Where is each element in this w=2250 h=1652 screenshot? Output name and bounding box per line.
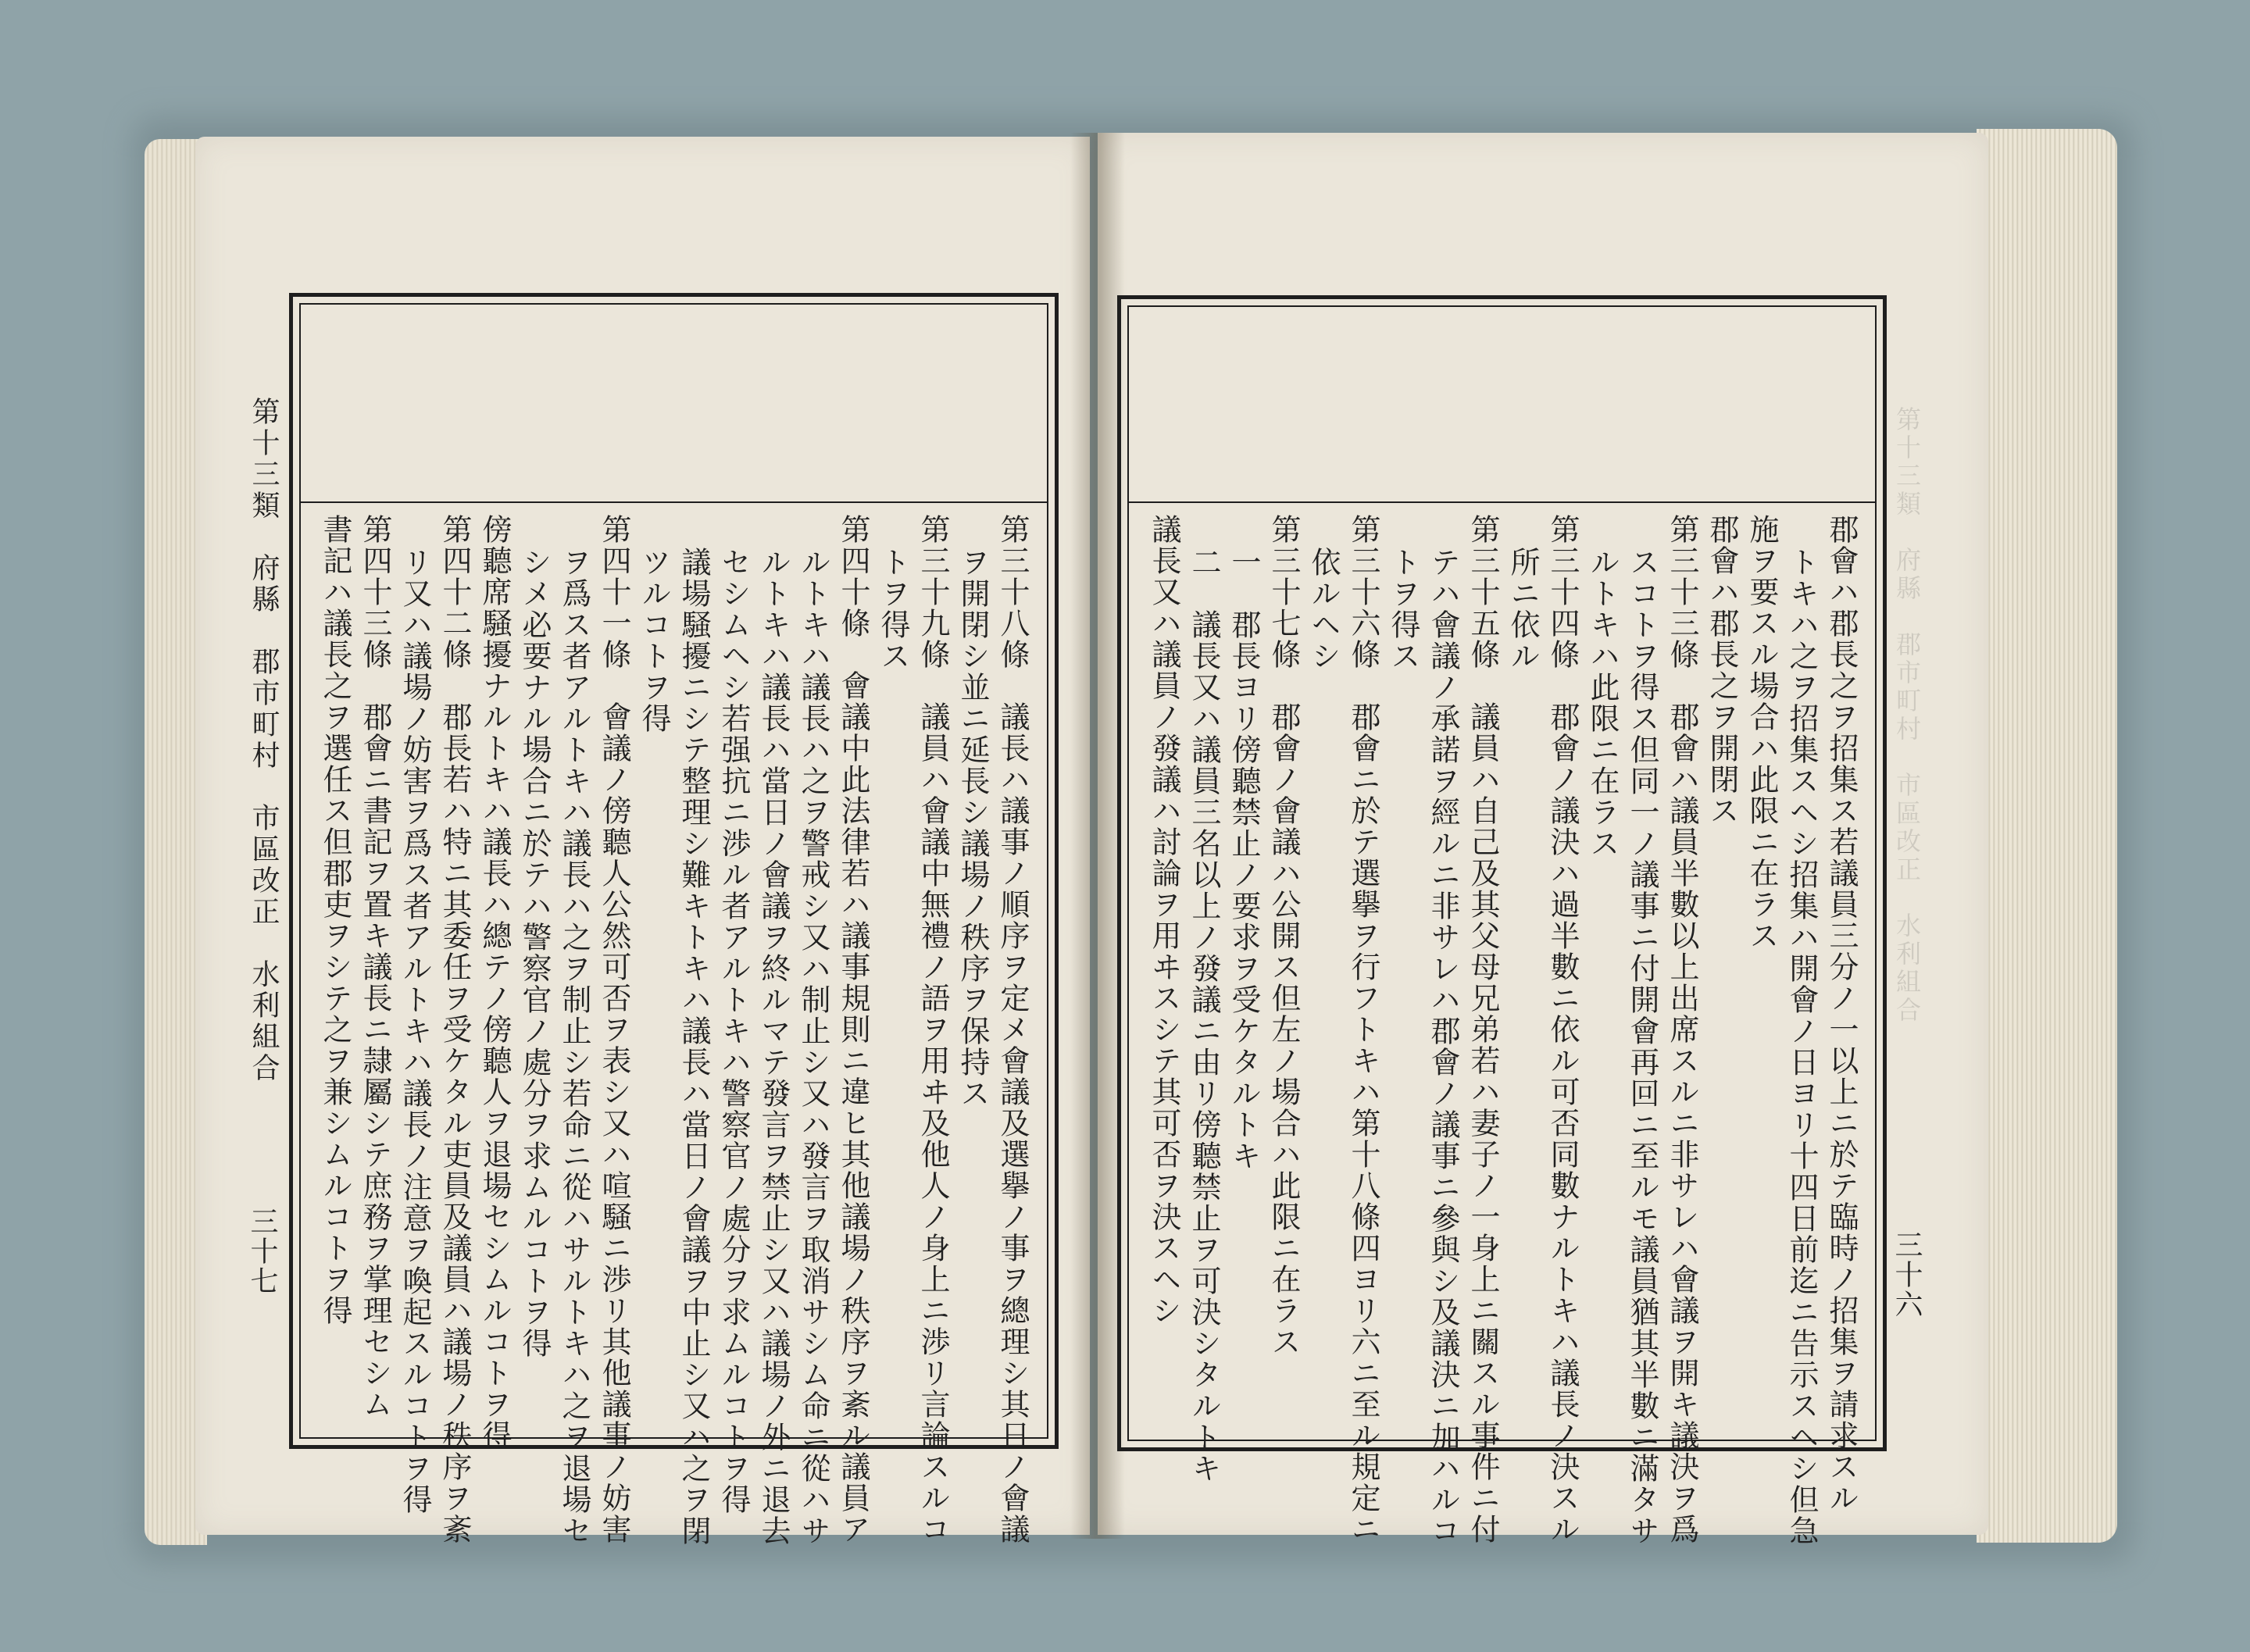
right-page-number: 三十六 — [1891, 1230, 1923, 1319]
left-running-header: 第十三類 府縣 郡市町村 市區改正 水利組合 — [248, 397, 280, 1084]
left-col-11: 第四十一條 會議ノ傍聽人公然可否ヲ表シ又ハ喧騒ニ渉リ其他議事ノ妨害 — [597, 514, 631, 1545]
left-col-4: トヲ得ス — [876, 547, 910, 672]
left-col-8: セシムヘシ若强抗ニ渉ル者アルトキハ警察官ノ處分ヲ求ムルコトヲ得 — [716, 547, 751, 1515]
right-col-17: 二 議長又ハ議員三名以上ノ發議ニ由リ傍聽禁止ヲ可決シタルトキ — [1187, 547, 1221, 1484]
left-col-15: 第四十二條 郡長若ハ特ニ其委任ヲ受ケタル吏員及議員ハ議場ノ秩序ヲ紊 — [438, 514, 472, 1545]
right-col-9: 所ニ依ル — [1505, 547, 1540, 672]
right-page-edges — [1977, 129, 2117, 1543]
right-col-5: 第三十三條 郡會ハ議員半數以上出席スルニ非サレハ會議ヲ開キ議決ヲ爲 — [1665, 514, 1699, 1545]
left-frame-divider — [301, 501, 1047, 503]
left-col-2: ヲ開閉シ並ニ延長シ議場ノ秩序ヲ保持ス — [955, 547, 990, 1109]
left-col-14: 傍聽席騒擾ナルトキハ議長ハ總テノ傍聽人ヲ退場セシムルコトヲ得 — [477, 514, 512, 1451]
left-col-3: 第三十九條 議員ハ會議中無禮ノ語ヲ用ヰ及他人ノ身上ニ渉リ言論スルコ — [916, 514, 950, 1545]
right-col-3: 施ヲ要スル場合ハ此限ニ在ラス — [1745, 514, 1779, 951]
left-col-10: ツルコトヲ得 — [637, 547, 671, 734]
left-col-16: リ又ハ議場ノ妨害ヲ爲ス者アルトキハ議長ノ注意ヲ喚起スルコトヲ得 — [398, 547, 432, 1515]
left-col-1: 第三十八條 議長ハ議事ノ順序ヲ定メ會議及選擧ノ事ヲ總理シ其日ノ會議 — [995, 514, 1030, 1545]
right-header-show-through: 第十三類 府縣 郡市町村 市區改正 水利組合 — [1892, 406, 1922, 1025]
right-col-14: 依ルヘシ — [1306, 547, 1341, 672]
right-col-18: 議長又ハ議員ノ發議ハ討論ヲ用ヰスシテ其可否ヲ決スヘシ — [1147, 514, 1181, 1326]
right-col-8: 第三十四條 郡會ノ議決ハ過半數ニ依ル可否同數ナルトキハ議長ノ決スル — [1545, 514, 1580, 1545]
right-col-15: 第三十七條 郡會ノ會議ハ公開ス但左ノ場合ハ此限ニ在ラス — [1266, 514, 1301, 1358]
left-col-13: シメ必要ナル場合ニ於テハ警察官ノ處分ヲ求ムルコトヲ得 — [517, 547, 552, 1359]
left-page-number: 三十七 — [246, 1207, 278, 1296]
left-col-6: ルトキハ議長ハ之ヲ警戒シ又ハ制止シ又ハ發言ヲ取消サシム命ニ從ハサ — [796, 547, 830, 1547]
left-col-12: ヲ爲ス者アルトキハ議長ハ之ヲ制止シ若命ニ從ハサルトキハ之ヲ退場セ — [557, 547, 591, 1547]
right-col-2: トキハ之ヲ招集スヘシ招集ハ開會ノ日ヨリ十四日前迄ニ告示スヘシ但急 — [1784, 547, 1819, 1547]
right-col-4: 郡會ハ郡長之ヲ開閉ス — [1705, 514, 1739, 826]
right-col-7: ルトキハ此限ニ在ラス — [1585, 547, 1620, 859]
right-col-6: スコトヲ得ス但同一ノ議事ニ付開會再回ニ至ルモ議員猶其半數ニ滿タサ — [1625, 547, 1659, 1547]
right-col-11: テハ會議ノ承諾ヲ經ルニ非サレハ郡會ノ議事ニ參與シ及議決ニ加ハルコ — [1426, 547, 1460, 1547]
right-col-13: 第三十六條 郡會ニ於テ選擧ヲ行フトキハ第十八條四ヨリ六ニ至ル規定ニ — [1346, 514, 1380, 1545]
right-col-10: 第三十五條 議員ハ自己及其父母兄弟若ハ妻子ノ一身上ニ關スル事件ニ付 — [1466, 514, 1500, 1545]
right-col-12: トヲ得ス — [1386, 547, 1420, 672]
right-col-16: 一 郡長ヨリ傍聽禁止ノ要求ヲ受ケタルトキ — [1227, 547, 1261, 1172]
left-col-18: 書記ハ議長之ヲ選任ス但郡吏ヲシテ之ヲ兼シムルコトヲ得 — [318, 514, 352, 1326]
left-col-7: ルトキハ議長ハ當日ノ會議ヲ終ルマテ發言ヲ禁止シ又ハ議場ノ外ニ退去 — [756, 547, 791, 1547]
left-col-5: 第四十條 會議中此法律若ハ議事規則ニ違ヒ其他議場ノ秩序ヲ紊ル議員ア — [836, 514, 870, 1545]
left-col-17: 第四十三條 郡會ニ書記ヲ置キ議長ニ隷屬シテ庶務ヲ掌理セシム — [358, 514, 392, 1420]
right-col-1: 郡會ハ郡長之ヲ招集ス若議員三分ノ一以上ニ於テ臨時ノ招集ヲ請求スル — [1824, 514, 1859, 1514]
right-frame-divider — [1129, 501, 1875, 503]
left-col-9: 議場騒擾ニシテ整理シ難キトキハ議長ハ當日ノ會議ヲ中止シ又ハ之ヲ閉 — [677, 547, 711, 1547]
